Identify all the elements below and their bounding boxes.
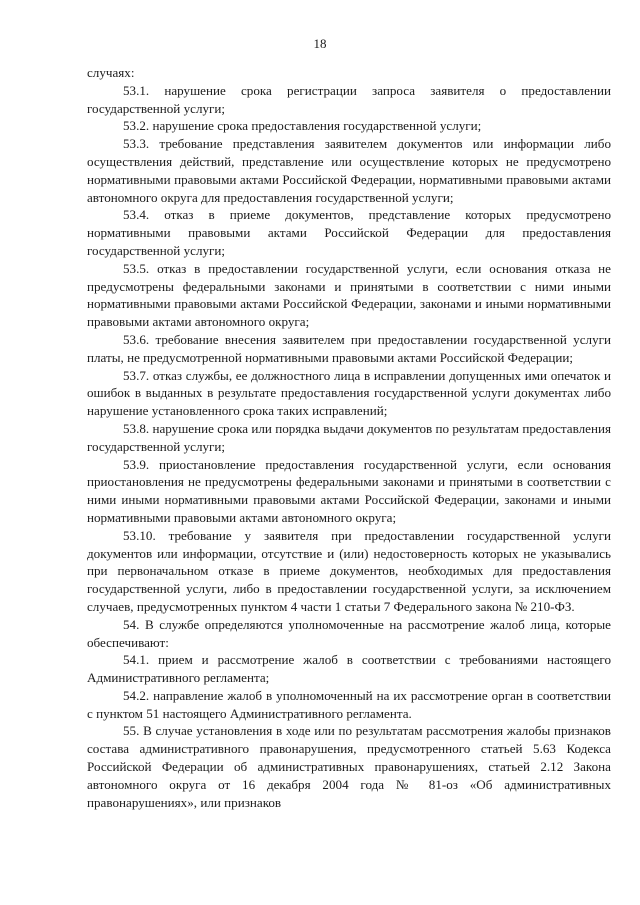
paragraph-53-7: 53.7. отказ службы, ее должностного лица в исправлении допущенных ими опечаток и ошибок в выданных в результате предоставления государственной услуги документах либо нарушение установленного срока таких исправлений; xyxy=(87,367,611,419)
paragraph-53-5: 53.5. отказ в предоставлении государственной услуги, если основания отказа не предусмотрены федеральными законами и принятыми в соответствии с ними иными нормативными правовыми актами Российской Федерации, законами и иными нормативными правовыми актами автономного округа; xyxy=(87,260,611,330)
paragraph-intro: случаях: xyxy=(87,65,135,80)
paragraph-53-2: 53.2. нарушение срока предоставления государственной услуги; xyxy=(123,118,482,134)
page-number: 18 xyxy=(313,36,327,51)
paragraph-53-6: 53.6. требование внесения заявителем при предоставлении государственной услуги платы, не предусмотренной нормативными правовыми актами Российской Федерации; xyxy=(87,331,611,365)
paragraph-53-1: 53.1. нарушение срока регистрации запроса заявителя о предоставлении государственной услуги; xyxy=(87,82,611,116)
paragraph-55: 55. В случае установления в ходе или по результатам рассмотрения жалобы признаков состава административного правонарушения, предусмотренного статьей 5.63 Кодекса Российской Федерации об административных правонарушениях, статьей 2.12 Закона автономного округа от 16 декабря 2004 года № 81-оз «Об административных правонарушениях», или признаков xyxy=(87,723,611,810)
paragraph-54-1: 54.1. прием и рассмотрение жалоб в соответствии с требованиями настоящего Административного регламента; xyxy=(87,652,611,686)
paragraph-53-8: 53.8. нарушение срока или порядка выдачи документов по результатам предоставления государственной услуги; xyxy=(87,420,611,454)
paragraph-53-3: 53.3. требование представления заявителем документов или информации либо осуществления действий, представление или осуществление которых не предусмотрено нормативными правовыми актами Российской Федерации, нормативными правовыми актами автономного округа для предоставления государственной услуги; xyxy=(87,136,611,205)
paragraph-54-2: 54.2. направление жалоб в уполномоченный на их рассмотрение орган в соответствии с пунктом 51 настоящего Административного регламента. xyxy=(87,687,611,721)
paragraph-53-9: 53.9. приостановление предоставления государственной услуги, если основания приостановления не предусмотрены федеральными законами и принятыми в соответствии с ними иными нормативными правовыми актами Российской Федерации, законами и иными нормативными правовыми актами автономного округа; xyxy=(87,456,611,525)
document-body xyxy=(87,64,611,811)
paragraph-53-4: 53.4. отказ в приеме документов, представление которых предусмотрено нормативными правовыми актами Российской Федерации для предоставления государственной услуги; xyxy=(87,207,611,258)
paragraph-54: 54. В службе определяются уполномоченные на рассмотрение жалоб лица, которые обеспечивают: xyxy=(87,616,611,650)
paragraph-53-10: 53.10. требование у заявителя при предоставлении государственной услуги документов или информации, отсутствие и (или) недостоверность которых не указывались при первоначальном отказе в приеме документов, необходимых для предоставления государственной услуги, либо в предоставлении государственной услуги, за исключением случаев, предусмотренных пунктом 4 части 1 статьи 7 Федерального закона № 210-ФЗ. xyxy=(87,527,611,614)
